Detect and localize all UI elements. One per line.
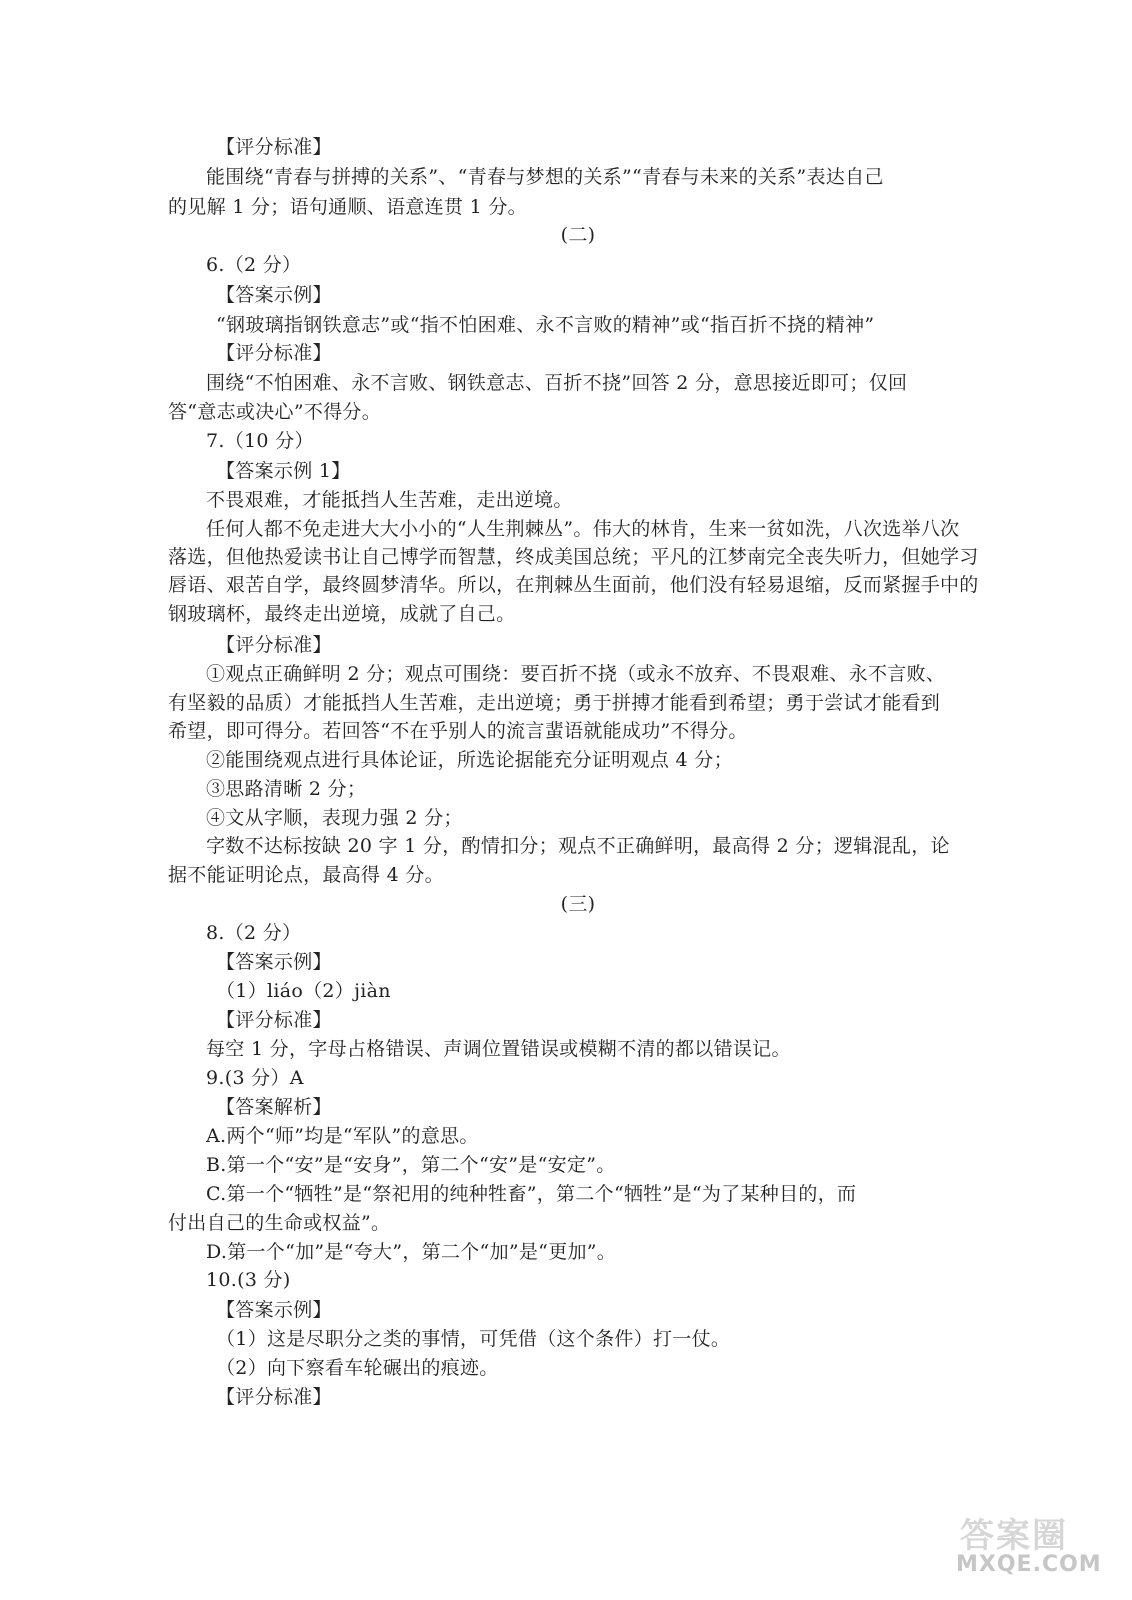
heading-scoring-criteria: 【评分标准】 — [216, 1009, 332, 1031]
question-number: 6.（2 分） — [206, 254, 302, 276]
paragraph-line: 有坚毅的品质）才能抵挡人生苦难，走出逆境；勇于拼搏才能看到希望；勇于尝试才能看到 — [168, 692, 941, 714]
heading-answer-example: 【答案示例】 — [216, 284, 332, 306]
paragraph-line: C.第一个“牺牲”是“祭祀用的纯种牲畜”，第二个“牺牲”是“为了某种目的，而 — [206, 1183, 857, 1205]
paragraph-line: 围绕“不怕困难、永不言败、钢铁意志、百折不挠”回答 2 分，意思接近即可；仅回 — [206, 372, 908, 394]
paragraph-line: D.第一个“加”是“夸大”，第二个“加”是“更加”。 — [206, 1241, 617, 1263]
question-number: 9.(3 分）A — [206, 1067, 304, 1089]
heading-answer-analysis: 【答案解析】 — [216, 1096, 332, 1118]
heading-scoring-criteria: 【评分标准】 — [216, 1386, 332, 1408]
question-number: 7.（10 分） — [206, 430, 314, 452]
watermark-url: MXQE.COM — [956, 1552, 1102, 1577]
heading-answer-example: 【答案示例 1】 — [216, 460, 351, 482]
section-heading: (二) — [560, 224, 596, 246]
paragraph-line: 希望，即可得分。若回答“不在乎别人的流言蜚语就能成功”不得分。 — [168, 720, 748, 742]
paragraph-line: ③思路清晰 2 分； — [206, 778, 367, 800]
paragraph-line: 不畏艰难，才能抵挡人生苦难，走出逆境。 — [206, 489, 573, 511]
paragraph-line: 付出自己的生命或权益”。 — [168, 1212, 391, 1234]
paragraph-line: ①观点正确鲜明 2 分；观点可围绕：要百折不挠（或永不放弃、不畏艰难、永不言败、 — [206, 663, 946, 685]
paragraph-line: A.两个“师”均是“军队”的意思。 — [206, 1125, 479, 1147]
paragraph-line: 钢玻璃杯，最终走出逆境，成就了自己。 — [168, 603, 516, 625]
paragraph-line: 据不能证明论点，最高得 4 分。 — [168, 864, 444, 886]
heading-scoring-criteria: 【评分标准】 — [216, 136, 332, 158]
heading-answer-example: 【答案示例】 — [216, 1299, 332, 1321]
paragraph-line: 能围绕“青春与拼搏的关系”、“青春与梦想的关系”“青春与未来的关系”表达自己 — [206, 166, 884, 188]
question-number: 10.(3 分) — [206, 1269, 291, 1291]
section-heading: (三) — [560, 893, 596, 915]
question-number: 8.（2 分） — [206, 922, 302, 944]
paragraph-line: 每空 1 分，字母占格错误、声调位置错误或模糊不清的都以错误记。 — [206, 1038, 791, 1060]
paragraph-line: （1）这是尽职分之类的事情，可凭借（这个条件）打一仗。 — [216, 1328, 731, 1350]
paragraph-line: ④文从字顺，表现力强 2 分； — [206, 807, 463, 829]
paragraph-line: （1）liáo（2）jiàn — [216, 980, 391, 1002]
heading-scoring-criteria: 【评分标准】 — [216, 342, 332, 364]
paragraph-line: 的见解 1 分；语句通顺、语意连贯 1 分。 — [168, 196, 527, 218]
paragraph-line: 任何人都不免走进大大小小的“人生荆棘丛”。伟大的林肯，生来一贫如洗，八次选举八次 — [206, 518, 960, 540]
paragraph-line: 唇语、艰苦自学，最终圆梦清华。所以，在荆棘丛生面前，他们没有轻易退缩，反而紧握手中的 — [168, 574, 979, 596]
paragraph-line: B.第一个“安”是“安身”，第二个“安”是“安定”。 — [206, 1154, 616, 1176]
watermark-logo — [956, 1508, 1106, 1578]
heading-scoring-criteria: 【评分标准】 — [216, 634, 332, 656]
paragraph-line: 答“意志或决心”不得分。 — [168, 401, 382, 423]
paragraph-line: 落选，但他热爱读书让自己博学而智慧，终成美国总统；平凡的江梦南完全丧失听力，但她学习 — [168, 546, 979, 568]
heading-answer-example: 【答案示例】 — [216, 951, 332, 973]
paragraph-line: 字数不达标按缺 20 字 1 分，酌情扣分；观点不正确鲜明，最高得 2 分；逻辑混乱，论 — [206, 835, 950, 857]
paragraph-line: （2）向下察看车轮碾出的痕迹。 — [216, 1357, 499, 1379]
paragraph-line: “钢玻璃指钢铁意志”或“指不怕困难、永不言败的精神”或“指百折不挠的精神” — [216, 314, 875, 336]
paragraph-line: ②能围绕观点进行具体论证，所选论据能充分证明观点 4 分； — [206, 749, 733, 771]
watermark-title: 答案圈 — [960, 1516, 1068, 1556]
